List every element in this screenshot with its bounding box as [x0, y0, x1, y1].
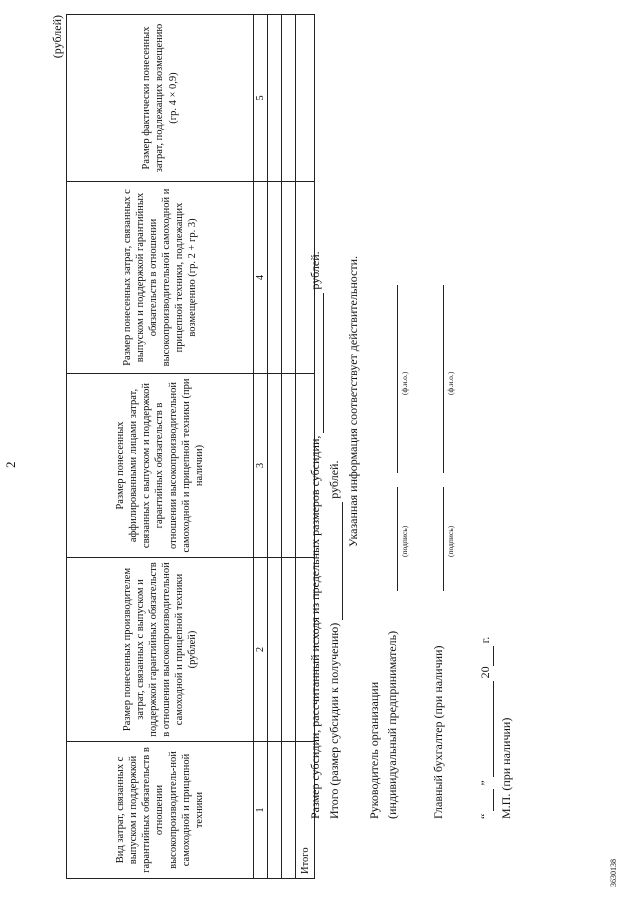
table-cell — [282, 374, 296, 558]
table-row — [268, 15, 282, 879]
accountant-fio-caption: (ф.и.о.) — [446, 371, 455, 395]
column-header-affiliate-costs: Размер понесенных аффилированными лицами затрат, связанных с выпуском и поддержкой гарантийных обязательств в отношении высокопроизводительной самоходной и прицепной техники (при наличии) — [67, 374, 254, 558]
table-cell — [282, 558, 296, 742]
day-blank — [478, 789, 494, 811]
subsidy-size-prefix: Размер субсидии, рассчитанный исходя из предельных размеров субсидии, — [308, 435, 322, 819]
table-cell — [268, 742, 282, 879]
head-name-field — [397, 285, 398, 473]
subsidy-size-line — [308, 251, 324, 819]
column-number: 5 — [254, 15, 268, 182]
column-header-manufacturer-costs: Размер понесенных производителем затрат, связанных с выпуском и поддержкой гарантийных обязательств в отношении высокопроизводительной самоходной и прицепной техники (рублей) — [67, 558, 254, 742]
accountant-title: Главный бухгалтер (при наличии) — [431, 645, 445, 819]
table-cell — [282, 15, 296, 182]
accountant-signature-field — [443, 487, 444, 591]
column-number-row — [254, 15, 268, 879]
head-fio-caption: (ф.и.о.) — [400, 371, 409, 395]
year-prefix: 20 — [478, 666, 492, 679]
subsidy-size-blank — [308, 293, 324, 433]
total-subsidy-suffix: рублей. — [327, 460, 341, 499]
column-number: 2 — [254, 558, 268, 742]
total-label: Итого — [296, 742, 315, 879]
month-blank — [478, 681, 494, 777]
column-number: 4 — [254, 182, 268, 374]
accountant-signature-caption: (подпись) — [446, 525, 455, 557]
quote-close: ” — [478, 780, 492, 786]
document-barcode-number: 3630138 — [609, 859, 618, 887]
table-cell — [282, 182, 296, 374]
accountant-name-field — [443, 285, 444, 473]
column-header-reimbursable-costs: Размер понесенных затрат, связанных с выпуском и поддержкой гарантийных обязательств в отношении высокопроизводительной самоходной и прицепной техники, подлежащих возмещению (гр. 2 + гр. 3) — [67, 182, 254, 374]
head-signature-field — [397, 487, 398, 591]
validity-statement: Указанная информация соответствует действительности. — [346, 255, 360, 547]
table-cell — [268, 374, 282, 558]
date-line — [478, 637, 494, 819]
subsidy-table — [66, 14, 315, 879]
table-cell — [268, 558, 282, 742]
head-subtitle: (индивидуальный предприниматель) — [385, 630, 399, 819]
units-label: (рублей) — [50, 15, 64, 59]
table-header-row — [67, 15, 254, 879]
column-header-actual-costs: Размер фактически понесенных затрат, подлежащих возмещению (гр. 4 × 0,9) — [67, 15, 254, 182]
table-row — [282, 15, 296, 879]
page-number: 2 — [3, 461, 18, 468]
head-title: Руководитель организации — [367, 681, 381, 819]
column-header-expense-type: Вид затрат, связанных с выпуском и поддержкой гарантийных обязательств в отношении высокопроизводитель-ной самоходной и прицепной техники — [67, 742, 254, 879]
table-cell — [268, 15, 282, 182]
total-subsidy-blank — [327, 502, 343, 620]
stamp-label: М.П. (при наличии) — [499, 717, 513, 819]
table-cell — [268, 182, 282, 374]
table-cell — [282, 742, 296, 879]
quote-open: “ — [478, 813, 492, 819]
head-signature-caption: (подпись) — [400, 525, 409, 557]
total-subsidy-line — [327, 461, 343, 819]
table-cell — [296, 15, 315, 182]
column-number: 3 — [254, 374, 268, 558]
column-number: 1 — [254, 742, 268, 879]
year-blank — [478, 646, 494, 666]
total-subsidy-prefix: Итого (размер субсидии к получению) — [327, 622, 341, 819]
year-suffix: г. — [478, 636, 492, 644]
subsidy-size-suffix: рублей. — [308, 251, 322, 290]
